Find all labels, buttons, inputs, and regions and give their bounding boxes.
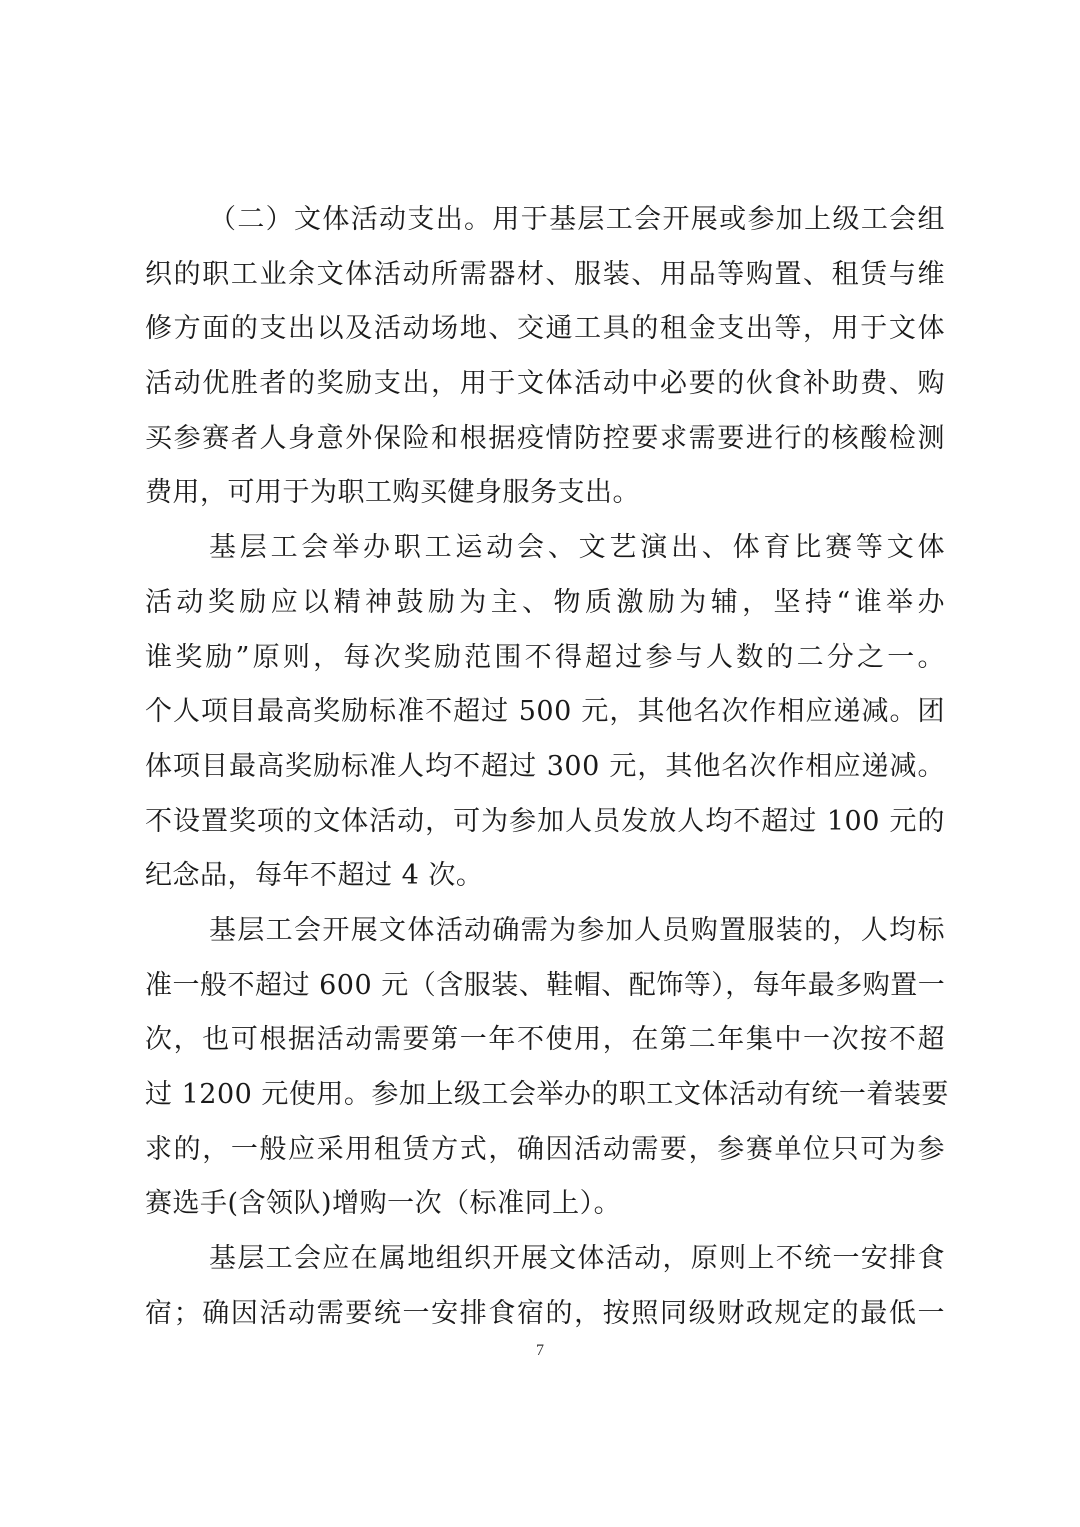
paragraph-3-line-3: 次，也可根据活动需要第一年不使用，在第二年集中一次按不超 [145, 1024, 945, 1056]
paragraph-3-line-5: 求的，一般应采用租赁方式，确因活动需要，参赛单位只可为参 [145, 1133, 945, 1165]
paragraph-2-line-6: 不设置奖项的文体活动，可为参加人员发放人均不超过 100 元的 [145, 805, 945, 837]
paragraph-1-line-6: 费用，可用于为职工购买健身服务支出。 [145, 477, 640, 509]
paragraph-4-line-1: 基层工会应在属地组织开展文体活动，原则上不统一安排食 [209, 1243, 945, 1275]
paragraph-2-line-4: 个人项目最高奖励标准不超过 500 元，其他名次作相应递减。团 [145, 696, 945, 728]
paragraph-1-line-3: 修方面的支出以及活动场地、交通工具的租金支出等，用于文体 [145, 313, 945, 345]
paragraph-1-line-1: （二）文体活动支出。用于基层工会开展或参加上级工会组 [209, 204, 945, 235]
page-number: 7 [536, 1342, 544, 1359]
paragraph-1-line-5: 买参赛者人身意外保险和根据疫情防控要求需要进行的核酸检测 [145, 422, 945, 454]
paragraph-2-line-3: 谁奖励”原则，每次奖励范围不得超过参与人数的二分之一。 [145, 641, 945, 673]
paragraph-4-line-2: 宿；确因活动需要统一安排食宿的，按照同级财政规定的最低一 [145, 1297, 945, 1329]
paragraph-2-line-5: 体项目最高奖励标准人均不超过 300 元，其他名次作相应递减。 [145, 750, 945, 782]
paragraph-2-line-7: 纪念品，每年不超过 4 次。 [145, 860, 484, 892]
paragraph-3-line-2: 准一般不超过 600 元（含服装、鞋帽、配饰等），每年最多购置一 [145, 969, 946, 1001]
paragraph-3-line-1: 基层工会开展文体活动确需为参加人员购置服装的，人均标 [209, 914, 945, 946]
paragraph-1-line-4: 活动优胜者的奖励支出，用于文体活动中必要的伙食补助费、购 [145, 368, 945, 400]
paragraph-3-line-6: 赛选手(含领队)增购一次（标准同上）。 [145, 1188, 622, 1220]
paragraph-2-line-2: 活动奖励应以精神鼓励为主、物质激励为辅，坚持“谁举办 [145, 586, 945, 618]
paragraph-1-line-2: 织的职工业余文体活动所需器材、服装、用品等购置、租赁与维 [145, 258, 945, 290]
paragraph-2-line-1: 基层工会举办职工运动会、文艺演出、体育比赛等文体 [209, 532, 945, 564]
document-body [145, 197, 949, 1345]
paragraph-3-line-4: 过 1200 元使用。参加上级工会举办的职工文体活动有统一着装要 [145, 1079, 949, 1110]
